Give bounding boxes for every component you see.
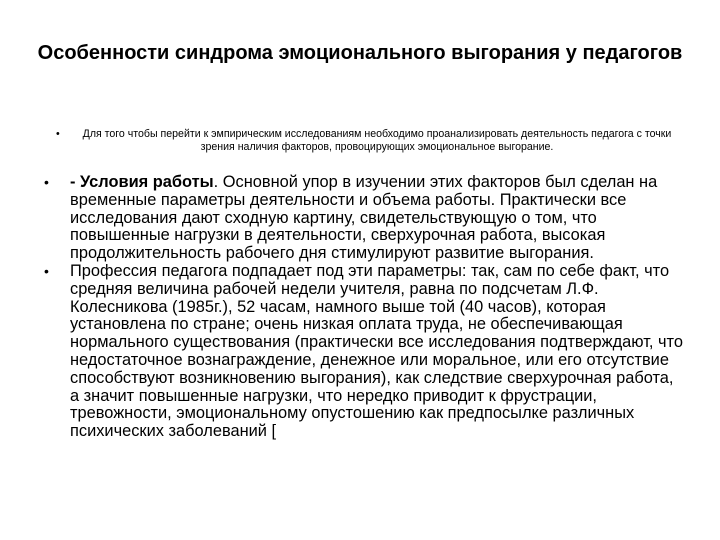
bullet-icon: • [44, 174, 49, 190]
bullet-list [44, 174, 684, 441]
list-item [44, 174, 684, 263]
intro-note [56, 128, 684, 154]
item-lead: - Условия работы [70, 173, 214, 191]
list-item [44, 263, 684, 441]
bullet-icon: • [56, 128, 60, 140]
bullet-icon: • [44, 262, 49, 279]
slide-title: Особенности синдрома эмоционального выгорания у педагогов [37, 42, 683, 64]
item-text: Профессия педагога подпадает под эти параметры: так, сам по себе факт, что средняя величина рабочей недели учителя, равна по подсчетам Л.Ф. Колесникова (1985г.), 52 часам, намного выше той (40 часов), которая установлена по стране; очень низкая оплата труда, не обеспечивающая нормального существования (практически все исследования подтверждают, что недостаточное вознаграждение, денежное или моральное, или его отсутствие способствуют возникновению выгорания), как следствие сверхурочная работа, а значит повышенные нагрузки, что нередко приводит к фрустрации, тревожности, эмоциональному опустошению как предпосылке различных психических заболеваний [ [70, 261, 683, 441]
intro-note-text: Для того чтобы перейти к эмпирическим исследованиям необходимо проанализировать деятельность педагога с точки зрения наличия факторов, провоцирующих эмоциональное выгорание. [82, 128, 672, 153]
item-text: . Основной упор в изучении этих факторов был сделан на временные параметры деятельности и объема работы. Практически все исследования дают сходную картину, свидетельствующую о том, что повышенные нагрузки в деятельности, сверхурочная работа, высокая продолжительность рабочего дня стимулируют развитие выгорания. [70, 173, 658, 263]
